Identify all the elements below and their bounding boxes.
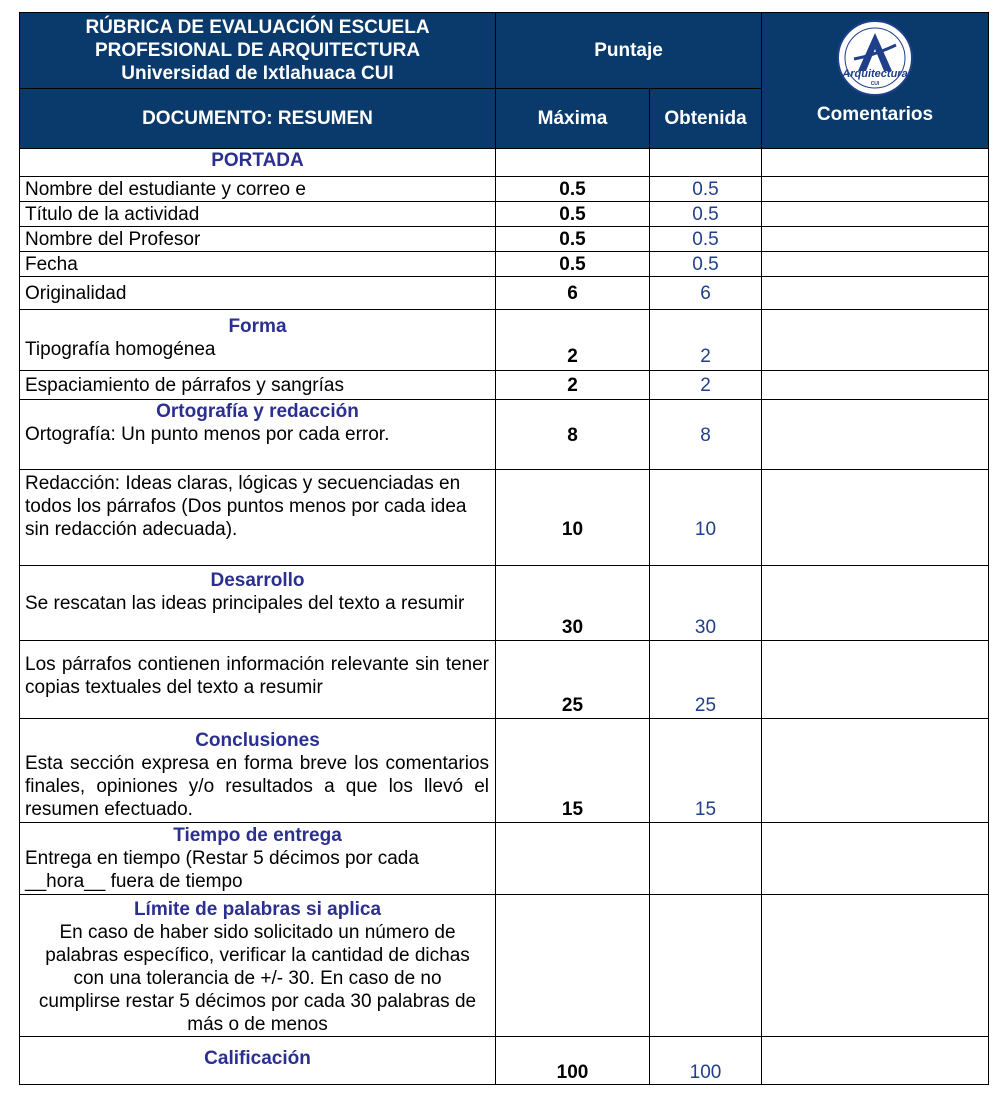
table-row xyxy=(20,895,989,1037)
criterion-label: Nombre del Profesor xyxy=(25,228,201,250)
criterion-label: En caso de haber sido solicitado un número de palabras específico, verificar la cantidad de dichas con una tolerancia de +/- 30. En caso de no cumplirse restar 5 décimos por cada 30 palabras de más o de menos xyxy=(38,922,477,1035)
criterion-label: Tipografía homogénea xyxy=(25,339,216,360)
obtained-value: 2 xyxy=(650,310,762,371)
max-cell xyxy=(496,823,650,895)
max-value: 0.5 xyxy=(496,227,650,252)
criterion-label: Redacción: Ideas claras, lógicas y secuenciadas en todos los párrafos (Dos puntos menos por cada idea sin redacción adecuada). xyxy=(25,473,467,540)
comment-cell xyxy=(762,641,989,719)
obtained-value: 0.5 xyxy=(650,177,762,202)
header-row-1 xyxy=(20,13,989,89)
table-row xyxy=(20,202,989,227)
logo-text: Arquitectura xyxy=(842,68,908,80)
score-label: Puntaje xyxy=(594,40,663,61)
obtained-value: 6 xyxy=(650,277,762,310)
table-row xyxy=(20,252,989,277)
max-value: 8 xyxy=(496,400,650,470)
max-value: 2 xyxy=(496,310,650,371)
title-line-2: PROFESIONAL DE ARQUITECTURA xyxy=(94,40,421,61)
comment-cell xyxy=(762,895,989,1037)
criterion-label-line-2: __hora__ fuera de tiempo xyxy=(25,871,243,892)
max-value: 30 xyxy=(496,566,650,641)
section-title-ortografia: Ortografía y redacción xyxy=(156,401,359,422)
comment-cell xyxy=(762,310,989,371)
section-title-calificacion: Calificación xyxy=(204,1048,311,1069)
max-value: 0.5 xyxy=(496,202,650,227)
section-cell xyxy=(20,149,496,177)
comment-cell xyxy=(762,719,989,823)
max-value: 100 xyxy=(496,1037,650,1085)
max-value: 25 xyxy=(496,641,650,719)
logo-cui-text: CUI xyxy=(870,81,880,87)
max-value: 15 xyxy=(496,719,650,823)
table-row xyxy=(20,566,989,641)
max-label: Máxima xyxy=(537,108,608,129)
table-row xyxy=(20,371,989,400)
rubric-table xyxy=(19,12,989,1085)
arquitectura-logo xyxy=(836,19,914,97)
criterion-label: Los párrafos contienen información relevante sin tener copias textuales del texto a resumir xyxy=(25,654,489,698)
max-value: 0.5 xyxy=(496,177,650,202)
comment-cell xyxy=(762,252,989,277)
criterion-label: Originalidad xyxy=(25,282,127,304)
title-line-1: RÚBRICA DE EVALUACIÓN ESCUELA xyxy=(85,17,430,38)
title-line-3: Universidad de Ixtlahuaca CUI xyxy=(121,63,394,84)
comments-label: Comentarios xyxy=(816,104,934,125)
table-row xyxy=(20,277,989,310)
section-title-forma: Forma xyxy=(228,316,287,337)
max-value: 0.5 xyxy=(496,252,650,277)
obtained-value: 100 xyxy=(650,1037,762,1085)
comment-cell xyxy=(762,227,989,252)
section-title-portada: PORTADA xyxy=(211,150,304,171)
comment-cell xyxy=(762,1037,989,1085)
comment-cell xyxy=(762,371,989,400)
max-cell xyxy=(496,895,650,1037)
obtained-header xyxy=(650,89,762,149)
criterion-label: Espaciamiento de párrafos y sangrías xyxy=(25,374,344,396)
obtained-cell xyxy=(650,149,762,177)
obtained-value: 25 xyxy=(650,641,762,719)
criterion-label: Título de la actividad xyxy=(25,203,200,225)
table-row xyxy=(20,1037,989,1085)
criterion-label: Esta sección expresa en forma breve los comentarios finales, opiniones y/o resultados a que los llevó el resumen efectuado. xyxy=(25,753,489,820)
obtained-cell xyxy=(650,895,762,1037)
comment-cell xyxy=(762,277,989,310)
comments-header xyxy=(762,13,989,149)
section-title-palabras: Límite de palabras si aplica xyxy=(133,899,382,920)
max-value: 2 xyxy=(496,371,650,400)
comment-cell xyxy=(762,470,989,566)
obtained-value: 0.5 xyxy=(650,227,762,252)
section-title-conclusiones: Conclusiones xyxy=(195,730,320,751)
comment-cell xyxy=(762,202,989,227)
table-row xyxy=(20,470,989,566)
comment-cell xyxy=(762,149,989,177)
table-row xyxy=(20,400,989,470)
section-title-tiempo: Tiempo de entrega xyxy=(173,825,342,846)
table-row xyxy=(20,310,989,371)
obtained-value: 2 xyxy=(650,371,762,400)
comment-cell xyxy=(762,566,989,641)
obtained-label: Obtenida xyxy=(664,108,747,129)
obtained-value: 8 xyxy=(650,400,762,470)
comment-cell xyxy=(762,400,989,470)
max-cell xyxy=(496,149,650,177)
obtained-value: 10 xyxy=(650,470,762,566)
max-value: 6 xyxy=(496,277,650,310)
document-header xyxy=(20,89,496,149)
obtained-cell xyxy=(650,823,762,895)
criterion-label: Fecha xyxy=(25,253,78,275)
obtained-value: 15 xyxy=(650,719,762,823)
max-header xyxy=(496,89,650,149)
table-row xyxy=(20,227,989,252)
criterion-label: Nombre del estudiante y correo e xyxy=(25,178,306,200)
criterion-label: Ortografía: Un punto menos por cada error. xyxy=(25,424,390,445)
table-row xyxy=(20,177,989,202)
section-title-desarrollo: Desarrollo xyxy=(210,570,305,591)
obtained-value: 0.5 xyxy=(650,202,762,227)
comment-cell xyxy=(762,823,989,895)
document-label: DOCUMENTO: RESUMEN xyxy=(142,108,373,129)
table-row xyxy=(20,719,989,823)
max-value: 10 xyxy=(496,470,650,566)
criterion-label-line-1: Entrega en tiempo (Restar 5 décimos por cada xyxy=(25,848,419,869)
comment-cell xyxy=(762,177,989,202)
table-row xyxy=(20,149,989,177)
obtained-value: 30 xyxy=(650,566,762,641)
rubric-title xyxy=(20,13,496,89)
table-row xyxy=(20,823,989,895)
obtained-value: 0.5 xyxy=(650,252,762,277)
score-header xyxy=(496,13,762,89)
table-row xyxy=(20,641,989,719)
criterion-label: Se rescatan las ideas principales del texto a resumir xyxy=(25,593,465,614)
